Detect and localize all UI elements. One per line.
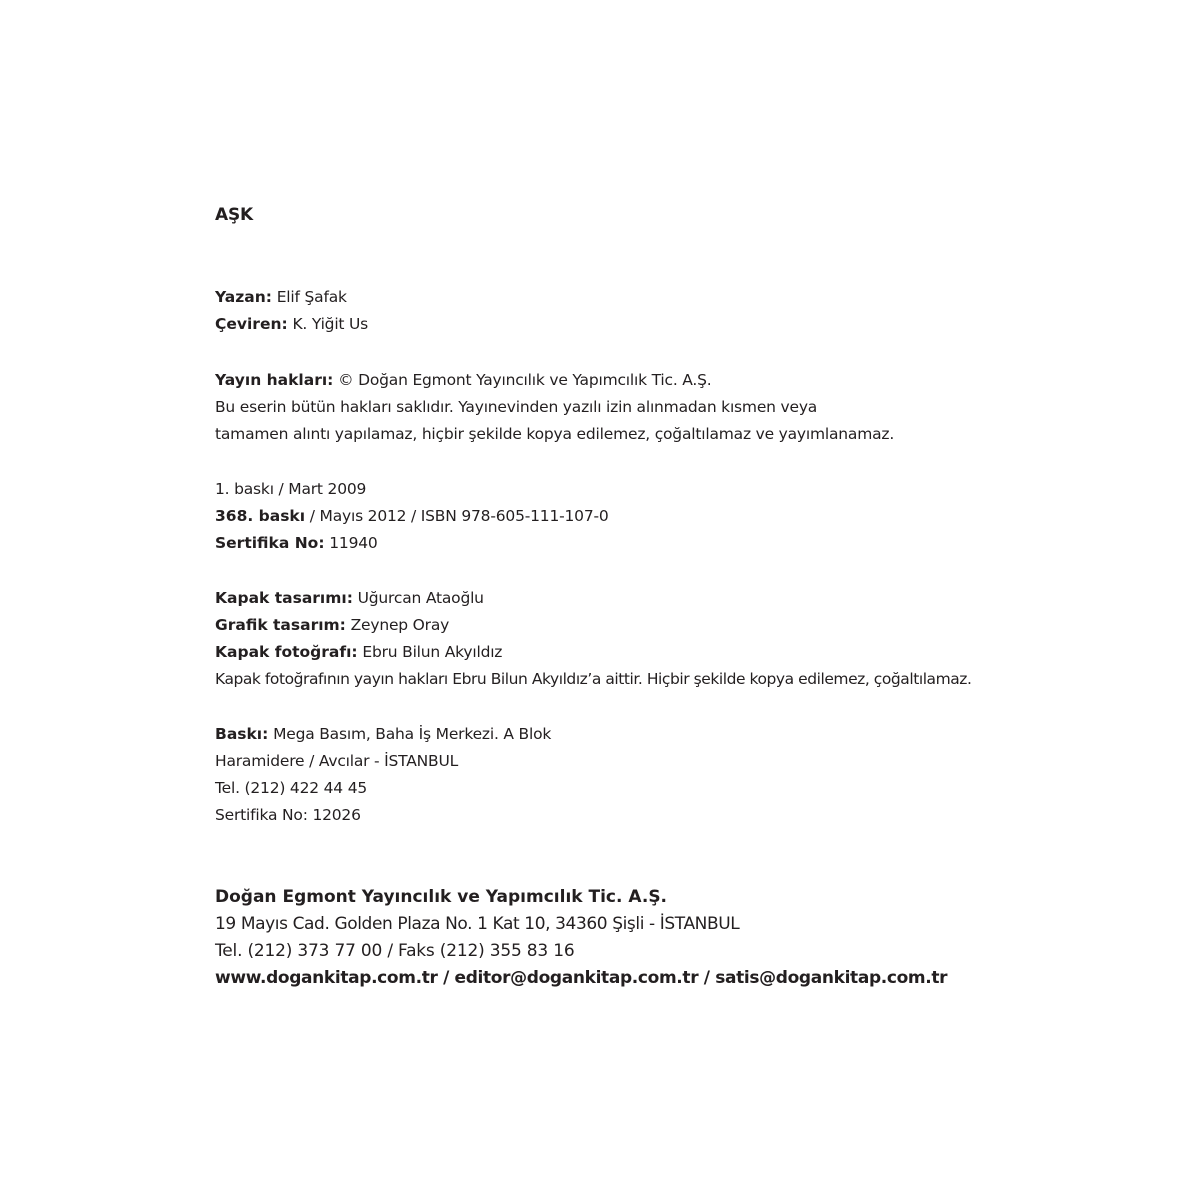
printer-label: Baskı: (215, 725, 269, 743)
graphic-design-label: Grafik tasarım: (215, 616, 346, 634)
current-edition-label: 368. baskı (215, 507, 306, 525)
book-title: AŞK (215, 205, 253, 225)
first-edition: 1. baskı / Mart 2009 (215, 480, 367, 498)
graphic-designer: Zeynep Oray (350, 616, 450, 634)
printer-phone: Tel. (212) 422 44 45 (215, 779, 368, 797)
cover-photo-rights: Kapak fotoğrafının yayın hakları Ebru Bilun Akyıldız’a aittir. Hiçbir şekilde kopya edilemez, çoğaltılamaz. (215, 670, 972, 688)
cover-photo-line (215, 642, 502, 662)
publisher-phone-fax: Tel. (212) 373 77 00 / Faks (212) 355 83 16 (215, 941, 575, 961)
cover-design-line (215, 588, 484, 608)
graphic-design-line (215, 615, 449, 635)
cover-photo-label: Kapak fotoğrafı: (215, 643, 358, 661)
printer-address: Haramidere / Avcılar - İSTANBUL (215, 752, 459, 770)
printer-name: Mega Basım, Baha İş Merkezi. A Blok (273, 725, 552, 743)
cover-designer: Uğurcan Ataoğlu (357, 589, 484, 607)
author-line (215, 287, 347, 307)
rights-text-line-1: Bu eserin bütün hakları saklıdır. Yayınevinden yazılı izin alınmadan kısmen veya (215, 398, 818, 416)
publisher-address: 19 Mayıs Cad. Golden Plaza No. 1 Kat 10, 34360 Şişli - İSTANBUL (215, 914, 740, 934)
printer-certificate: Sertifika No: 12026 (215, 806, 361, 824)
current-edition (215, 506, 609, 526)
cover-design-label: Kapak tasarımı: (215, 589, 353, 607)
rights-text-line-2: tamamen alıntı yapılamaz, hiçbir şekilde kopya edilemez, çoğaltılamaz ve yayımlanamaz. (215, 425, 895, 443)
publisher-certificate-label: Sertifika No: (215, 534, 325, 552)
publisher-certificate (215, 533, 378, 553)
author-label: Yazan: (215, 288, 272, 306)
publisher-name: Doğan Egmont Yayıncılık ve Yapımcılık Tic. A.Ş. (215, 887, 668, 907)
current-edition-detail: / Mayıs 2012 / ISBN 978-605-111-107-0 (305, 507, 609, 525)
publisher-certificate-number: 11940 (329, 534, 378, 552)
translator-label: Çeviren: (215, 315, 288, 333)
publisher-web-email: www.dogankitap.com.tr / editor@dogankitap.com.tr / satis@dogankitap.com.tr (215, 968, 948, 988)
translator-name: K. Yiğit Us (292, 315, 369, 333)
author-name: Elif Şafak (276, 288, 347, 306)
rights-holder-line (215, 370, 712, 390)
colophon-page (215, 0, 1175, 1200)
printer-line (215, 724, 551, 744)
rights-label: Yayın hakları: (215, 371, 334, 389)
rights-holder: © Doğan Egmont Yayıncılık ve Yapımcılık Tic. A.Ş. (338, 371, 712, 389)
cover-photographer: Ebru Bilun Akyıldız (362, 643, 503, 661)
translator-line (215, 314, 368, 334)
